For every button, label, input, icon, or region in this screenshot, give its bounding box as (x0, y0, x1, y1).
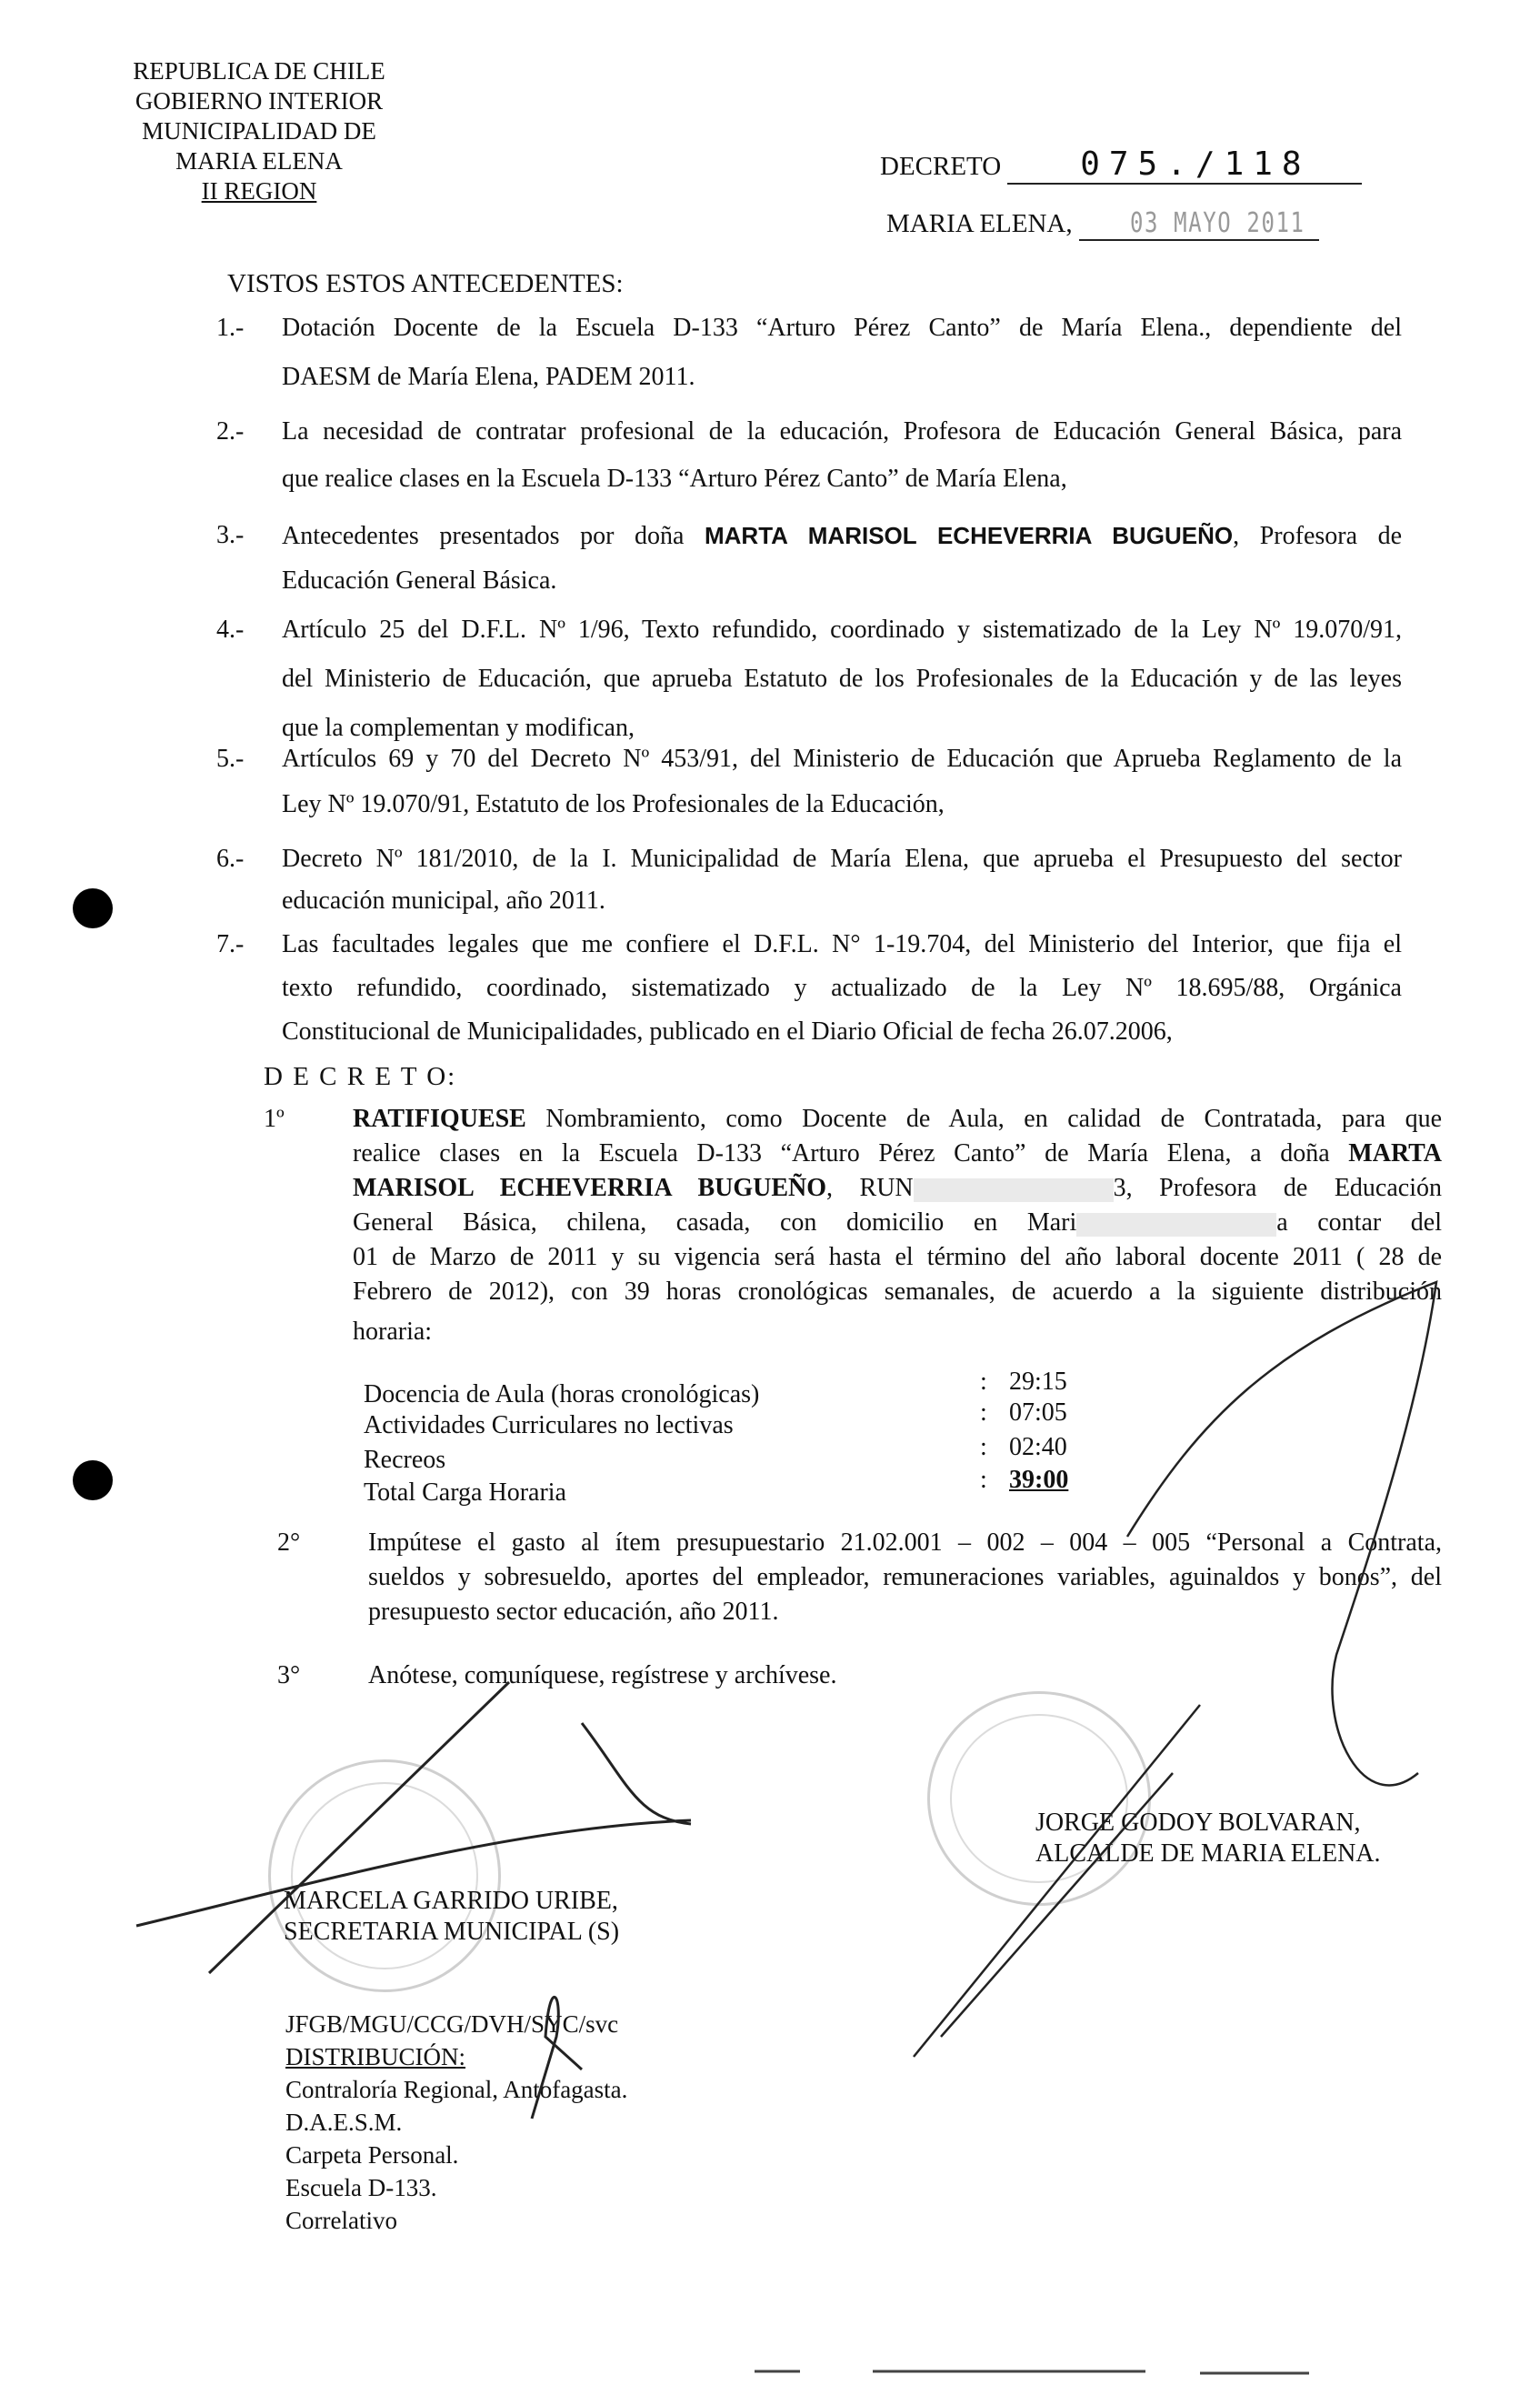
distribution-item: Contraloría Regional, Antofagasta. (285, 2076, 628, 2103)
text-line (282, 362, 1402, 393)
letterhead-line: GOBIERNO INTERIOR (135, 87, 384, 115)
text-segment: del Ministerio de Educación, que aprueba Estatuto de los Profesionales de la Educación y de las leyes (282, 665, 1402, 693)
text-segment: General Básica, chilena, casada, con domicilio en Mari (353, 1208, 1077, 1237)
text-line (353, 1277, 1442, 1308)
secretary-name: MARCELA GARRIDO URIBE, (284, 1887, 618, 1915)
text-line (282, 1017, 1402, 1047)
text-line (282, 664, 1402, 695)
letterhead-region: II REGION (201, 177, 317, 205)
text-line (282, 520, 1402, 552)
text-line (353, 1317, 1442, 1348)
text-segment: 3, Profesora de Educación (1113, 1174, 1442, 1202)
letterhead-line: REPUBLICA DE CHILE (133, 57, 385, 85)
letterhead-line: MARIA ELENA (175, 147, 343, 175)
distribution-item: Escuela D-133. (285, 2174, 437, 2201)
text-line (353, 1173, 1442, 1204)
bottom-scan-mark (755, 2371, 1309, 2373)
text-line (282, 566, 1402, 596)
decree-label: DECRETO (880, 152, 1002, 181)
text-line (282, 313, 1402, 344)
text-segment: Artículos 69 y 70 del Decreto Nº 453/91, del Ministerio de Educación que Aprueba Reglamento de la (282, 745, 1402, 773)
item-number: 7.- (216, 930, 245, 958)
text-segment: MARTA (1348, 1139, 1442, 1167)
schedule-label: Recreos (364, 1446, 446, 1474)
mayor-title: ALCALDE DE MARIA ELENA. (1035, 1839, 1381, 1868)
text-segment: MARTA MARISOL ECHEVERRIA BUGUEÑO (705, 522, 1234, 549)
text-line (353, 1242, 1442, 1273)
text-segment: La necesidad de contratar profesional de la educación, Profesora de Educación General Básica, para (282, 417, 1402, 446)
text-segment: Antecedentes presentados por doña (282, 522, 705, 550)
text-segment: que realice clases en la Escuela D-133 “Arturo Pérez Canto” de María Elena, (282, 465, 1067, 493)
distribution-heading: DISTRIBUCIÓN: (285, 2043, 466, 2070)
text-segment: RATIFIQUESE (353, 1105, 526, 1133)
text-line (353, 1138, 1442, 1169)
decreto-heading: D E C R E T O: (264, 1062, 457, 1091)
text-segment: texto refundido, coordinado, sistematizado y actualizado de la Ley Nº 18.695/88, Orgánica (282, 974, 1402, 1002)
letterhead-line: MUNICIPALIDAD DE (142, 117, 376, 145)
text-segment: 01 de Marzo de 2011 y su vigencia será hasta el término del año laboral docente 2011 ( 28 de (353, 1243, 1442, 1271)
text-segment: Febrero de 2012), con 39 horas cronológicas semanales, de acuerdo a la siguiente distribución (353, 1278, 1442, 1306)
text-segment: Anótese, comuníquese, regístrese y archívese. (368, 1661, 837, 1689)
place-label: MARIA ELENA, (886, 209, 1073, 238)
text-segment: Nombramiento, como Docente de Aula, en calidad de Contratada, para que (525, 1105, 1442, 1133)
text-line (368, 1562, 1442, 1593)
schedule-colon: : (980, 1466, 987, 1494)
redacted-field (1076, 1213, 1276, 1237)
text-line (282, 615, 1402, 646)
text-segment: MARISOL ECHEVERRIA BUGUEÑO (353, 1174, 827, 1202)
item-number: 1º (264, 1105, 285, 1133)
text-line (368, 1660, 1442, 1691)
text-segment: realice clases en la Escuela D-133 “Arturo Pérez Canto” de María Elena, a doña (353, 1139, 1349, 1167)
text-segment: , RUN (826, 1174, 914, 1202)
text-line (368, 1597, 1442, 1628)
text-line (282, 713, 1402, 744)
schedule-colon: : (980, 1433, 987, 1461)
text-segment: Ley Nº 19.070/91, Estatuto de los Profesionales de la Educación, (282, 790, 945, 818)
text-segment: Dotación Docente de la Escuela D-133 “Arturo Pérez Canto” de María Elena., dependiente del (282, 314, 1402, 342)
distribution-item: Correlativo (285, 2207, 397, 2234)
text-line (282, 973, 1402, 1004)
schedule-colon: : (980, 1368, 987, 1396)
text-segment: Las facultades legales que me confiere el D.F.L. N° 1-19.704, del Ministerio del Interior, que fija el (282, 930, 1402, 958)
text-segment: DAESM de María Elena, PADEM 2011. (282, 363, 695, 391)
text-line (282, 744, 1402, 775)
text-segment: Educación General Básica. (282, 566, 557, 595)
decree-date-row (886, 207, 1379, 241)
punch-hole (73, 1460, 113, 1500)
text-line (282, 886, 1402, 917)
text-line (353, 1104, 1442, 1135)
item-number: 2° (277, 1528, 301, 1557)
municipal-seal-right (927, 1691, 1151, 1906)
secretary-signature-block (284, 1886, 619, 1948)
mayor-name: JORGE GODOY BOLVARAN, (1035, 1809, 1361, 1837)
item-number: 3.- (216, 521, 245, 549)
text-line (282, 464, 1402, 495)
schedule-label: Total Carga Horaria (364, 1478, 566, 1507)
text-segment: , Profesora de (1233, 522, 1403, 550)
letterhead (109, 56, 409, 206)
distribution-block (285, 2008, 627, 2237)
vistos-heading: VISTOS ESTOS ANTECEDENTES: (227, 269, 624, 298)
item-number: 5.- (216, 745, 245, 773)
initials: JFGB/MGU/CCG/DVH/SYC/svc (285, 2010, 619, 2038)
text-line (368, 1528, 1442, 1558)
punch-hole (73, 888, 113, 928)
distribution-item: D.A.E.S.M. (285, 2109, 403, 2136)
mayor-signature-block (1035, 1808, 1381, 1869)
text-line (282, 844, 1402, 875)
item-number: 4.- (216, 616, 245, 644)
item-number: 1.- (216, 314, 245, 342)
schedule-value: 29:15 (1009, 1368, 1067, 1396)
text-segment: que la complementan y modifican, (282, 714, 635, 742)
municipal-seal-left (268, 1759, 501, 1992)
schedule-colon: : (980, 1398, 987, 1427)
schedule-label: Docencia de Aula (horas cronológicas) (364, 1380, 760, 1408)
schedule-value: 07:05 (1009, 1398, 1067, 1427)
text-line (353, 1208, 1442, 1238)
secretary-title: SECRETARIA MUNICIPAL (S) (284, 1918, 620, 1946)
text-segment: horaria: (353, 1318, 433, 1346)
schedule-value: 39:00 (1009, 1466, 1069, 1494)
text-segment: Artículo 25 del D.F.L. Nº 1/96, Texto refundido, coordinado y sistematizado de la Ley Nº 19.070/91, (282, 616, 1402, 644)
item-number: 3° (277, 1661, 301, 1689)
text-segment: Constitucional de Municipalidades, publicado en el Diario Oficial de fecha 26.07.2006, (282, 1017, 1173, 1046)
text-line (282, 789, 1402, 820)
decree-number: 075./118 (1007, 145, 1362, 185)
text-line (282, 929, 1402, 960)
text-segment: Impútese el gasto al ítem presupuestario 21.02.001 – 002 – 004 – 005 “Personal a Contrata, (368, 1528, 1442, 1557)
text-line (282, 416, 1402, 447)
schedule-label: Actividades Curriculares no lectivas (364, 1411, 734, 1439)
text-segment: Decreto Nº 181/2010, de la I. Municipalidad de María Elena, que aprueba el Presupuesto del sector (282, 845, 1402, 873)
item-number: 6.- (216, 845, 245, 873)
schedule-row (364, 1466, 1091, 1508)
text-segment: sueldos y sobresueldo, aportes del empleador, remuneraciones variables, aguinaldos y bonos”, del (368, 1563, 1442, 1591)
decree-number-row (880, 145, 1362, 185)
schedule-value: 02:40 (1009, 1433, 1067, 1461)
text-segment: a contar del (1276, 1208, 1442, 1237)
item-number: 2.- (216, 417, 245, 446)
text-segment: presupuesto sector educación, año 2011. (368, 1598, 779, 1626)
text-segment: educación municipal, año 2011. (282, 887, 605, 915)
date-stamp: 03 MAYO 2011 (1079, 207, 1319, 241)
redacted-field (914, 1178, 1114, 1202)
distribution-item: Carpeta Personal. (285, 2141, 459, 2169)
